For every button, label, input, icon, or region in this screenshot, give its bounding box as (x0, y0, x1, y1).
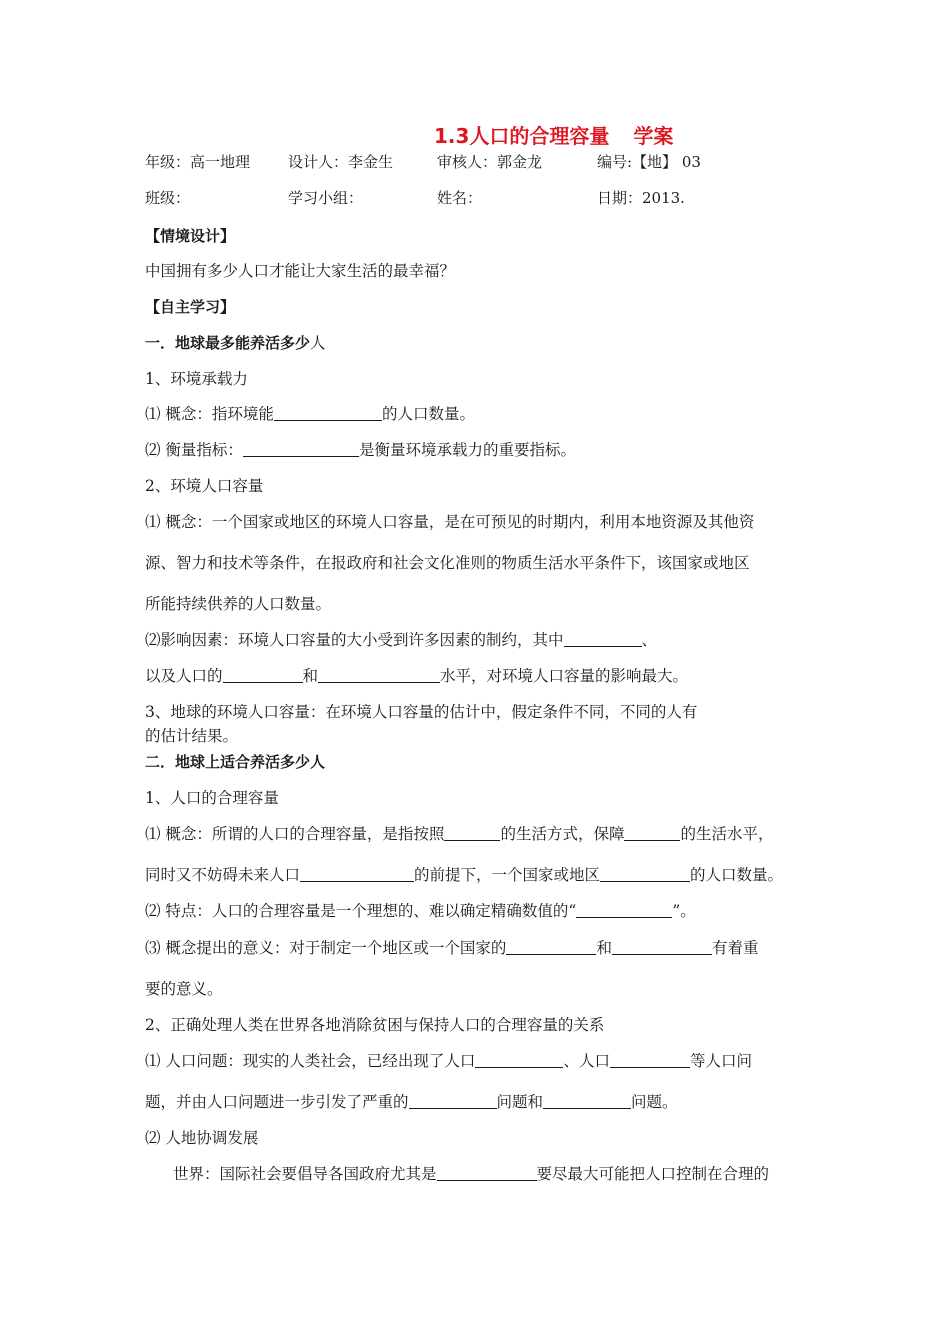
p2-2-3-text-a: 世界：国际社会要倡导各国政府尤其是 (173, 1165, 437, 1183)
p2-2-3-text-b: 要尽最大可能把人口控制在合理的 (536, 1165, 770, 1183)
fill-blank[interactable] (243, 441, 359, 457)
p1-1: 1、环境承载力 (145, 370, 248, 388)
p2-2-1-text-f: 问题。 (631, 1093, 678, 1111)
p2-1-1-text-d: 同时又不妨碍未来人口 (145, 866, 301, 884)
p2-2: 2、正确处理人类在世界各地消除贫困与保持人口的合理容量的关系 (145, 1016, 605, 1034)
p2-1-3-text-c: 有着重 (711, 939, 759, 957)
p2-1-1-text-b: 的生活方式，保障 (500, 825, 625, 843)
title-main: 1.3人口的合理容量 (434, 124, 610, 148)
p1-2-1-line-b: 源、智力和技术等条件，在报政府和社会文化准则的物质生活水平条件下，该国家或地区 (145, 554, 750, 572)
meta-reviewer: 审核人：郭金龙 (437, 153, 543, 171)
fill-blank[interactable] (543, 1093, 631, 1109)
p2-2-1-text-a: ⑴ 人口问题：现实的人类社会，已经出现了人口 (145, 1052, 476, 1070)
meta-code: 编号:【地】 03 (597, 153, 701, 171)
p1-2: 2、环境人口容量 (145, 477, 264, 495)
p1-1-1 (145, 404, 475, 424)
p2-1-3-text-b: 和 (596, 939, 612, 957)
p1-2-2-line-b (145, 666, 688, 686)
p2-1-1-line-a (145, 824, 773, 844)
fill-blank[interactable] (506, 939, 596, 955)
fill-blank[interactable] (576, 902, 672, 918)
part1-heading (145, 333, 326, 353)
p1-2-1-line-c: 所能持续供养的人口数量。 (145, 595, 332, 613)
fill-blank[interactable] (612, 939, 712, 955)
meta-designer: 设计人：李金生 (288, 153, 394, 171)
p2-1: 1、人口的合理容量 (145, 789, 279, 807)
p1-2-2-text-e: 水平，对环境人口容量的影响最大。 (440, 667, 689, 685)
meta-grade: 年级：高一地理 (145, 153, 251, 171)
p1-2-2-text-b: 、 (641, 631, 658, 649)
p2-1-3-text-a: ⑶ 概念提出的意义：对于制定一个地区或一个国家的 (145, 939, 507, 957)
meta-name: 姓名： (437, 189, 483, 207)
part1-heading-tail: 人 (310, 334, 326, 352)
part1-heading-bold: 一．地球最多能养活多少 (145, 334, 311, 352)
fill-blank[interactable] (437, 1165, 537, 1181)
p2-2-1-text-b: 、人口 (563, 1052, 610, 1070)
p2-1-1-text-c: 的生活水平， (680, 825, 774, 843)
p2-2-1-text-e: 问题和 (496, 1093, 544, 1111)
p1-2-2-text-a: ⑵影响因素：环境人口容量的大小受到许多因素的制约，其中 (145, 631, 564, 649)
fill-blank[interactable] (409, 1093, 497, 1109)
fill-blank[interactable] (274, 405, 382, 421)
p1-1-2 (145, 440, 576, 460)
scenario-text: 中国拥有多少人口才能让大家生活的最幸福？ (145, 262, 456, 280)
self-study-heading: 【自主学习】 (145, 298, 236, 316)
p2-1-2-text-b: ”。 (672, 902, 696, 920)
p1-2-2-line-a (145, 630, 657, 650)
p2-1-2-text-a: ⑵ 特点：人口的合理容量是一个理想的、难以确定精确数值的“ (145, 902, 577, 920)
fill-blank[interactable] (610, 1052, 690, 1068)
p2-2-1-line-b (145, 1092, 678, 1112)
p1-1-1-text-b: 的人口数量。 (381, 405, 475, 423)
p1-1-1-text-a: ⑴ 概念：指环境能 (145, 405, 274, 423)
p2-1-1-text-a: ⑴ 概念：所谓的人口的合理容量，是指按照 (145, 825, 445, 843)
scenario-heading: 【情境设计】 (145, 227, 236, 245)
p1-3-line-a: 3、地球的环境人口容量：在环境人口容量的估计中，假定条件不同，不同的人有 (145, 703, 698, 721)
p2-1-3-line-a (145, 938, 758, 958)
p1-2-2-text-c: 以及人口的 (145, 667, 223, 685)
meta-class: 班级： (145, 189, 191, 207)
p2-2-2: ⑵ 人地协调发展 (145, 1129, 259, 1147)
p2-1-3-line-b: 要的意义。 (145, 980, 223, 998)
fill-blank[interactable] (300, 866, 414, 882)
p2-2-3 (173, 1164, 769, 1184)
p2-1-2 (145, 901, 696, 921)
fill-blank[interactable] (318, 667, 440, 683)
fill-blank[interactable] (564, 631, 642, 647)
p1-3-line-b: 的估计结果。 (145, 727, 239, 745)
p2-2-1-line-a (145, 1051, 752, 1071)
fill-blank[interactable] (444, 825, 500, 841)
fill-blank[interactable] (223, 667, 303, 683)
meta-group: 学习小组： (288, 189, 364, 207)
p1-2-2-text-d: 和 (302, 667, 319, 685)
p1-1-2-text-b: 是衡量环境承载力的重要指标。 (358, 441, 576, 459)
part2-heading: 二．地球上适合养活多少人 (145, 753, 326, 771)
fill-blank[interactable] (600, 866, 690, 882)
meta-date: 日期：2013. (597, 189, 685, 207)
title-suffix: 学案 (633, 124, 674, 148)
fill-blank[interactable] (475, 1052, 563, 1068)
p2-2-1-text-c: 等人口问 (689, 1052, 752, 1070)
page-title (434, 124, 673, 148)
p2-1-1-text-e: 的前提下，一个国家或地区 (414, 866, 601, 884)
p1-1-2-text-a: ⑵ 衡量指标： (145, 441, 243, 459)
fill-blank[interactable] (624, 825, 680, 841)
p2-1-1-line-b (145, 865, 783, 885)
p2-1-1-text-f: 的人口数量。 (690, 866, 784, 884)
p1-2-1-line-a: ⑴ 概念：一个国家或地区的环境人口容量，是在可预见的时期内，利用本地资源及其他资 (145, 513, 755, 531)
p2-2-1-text-d: 题，并由人口问题进一步引发了严重的 (145, 1093, 409, 1111)
